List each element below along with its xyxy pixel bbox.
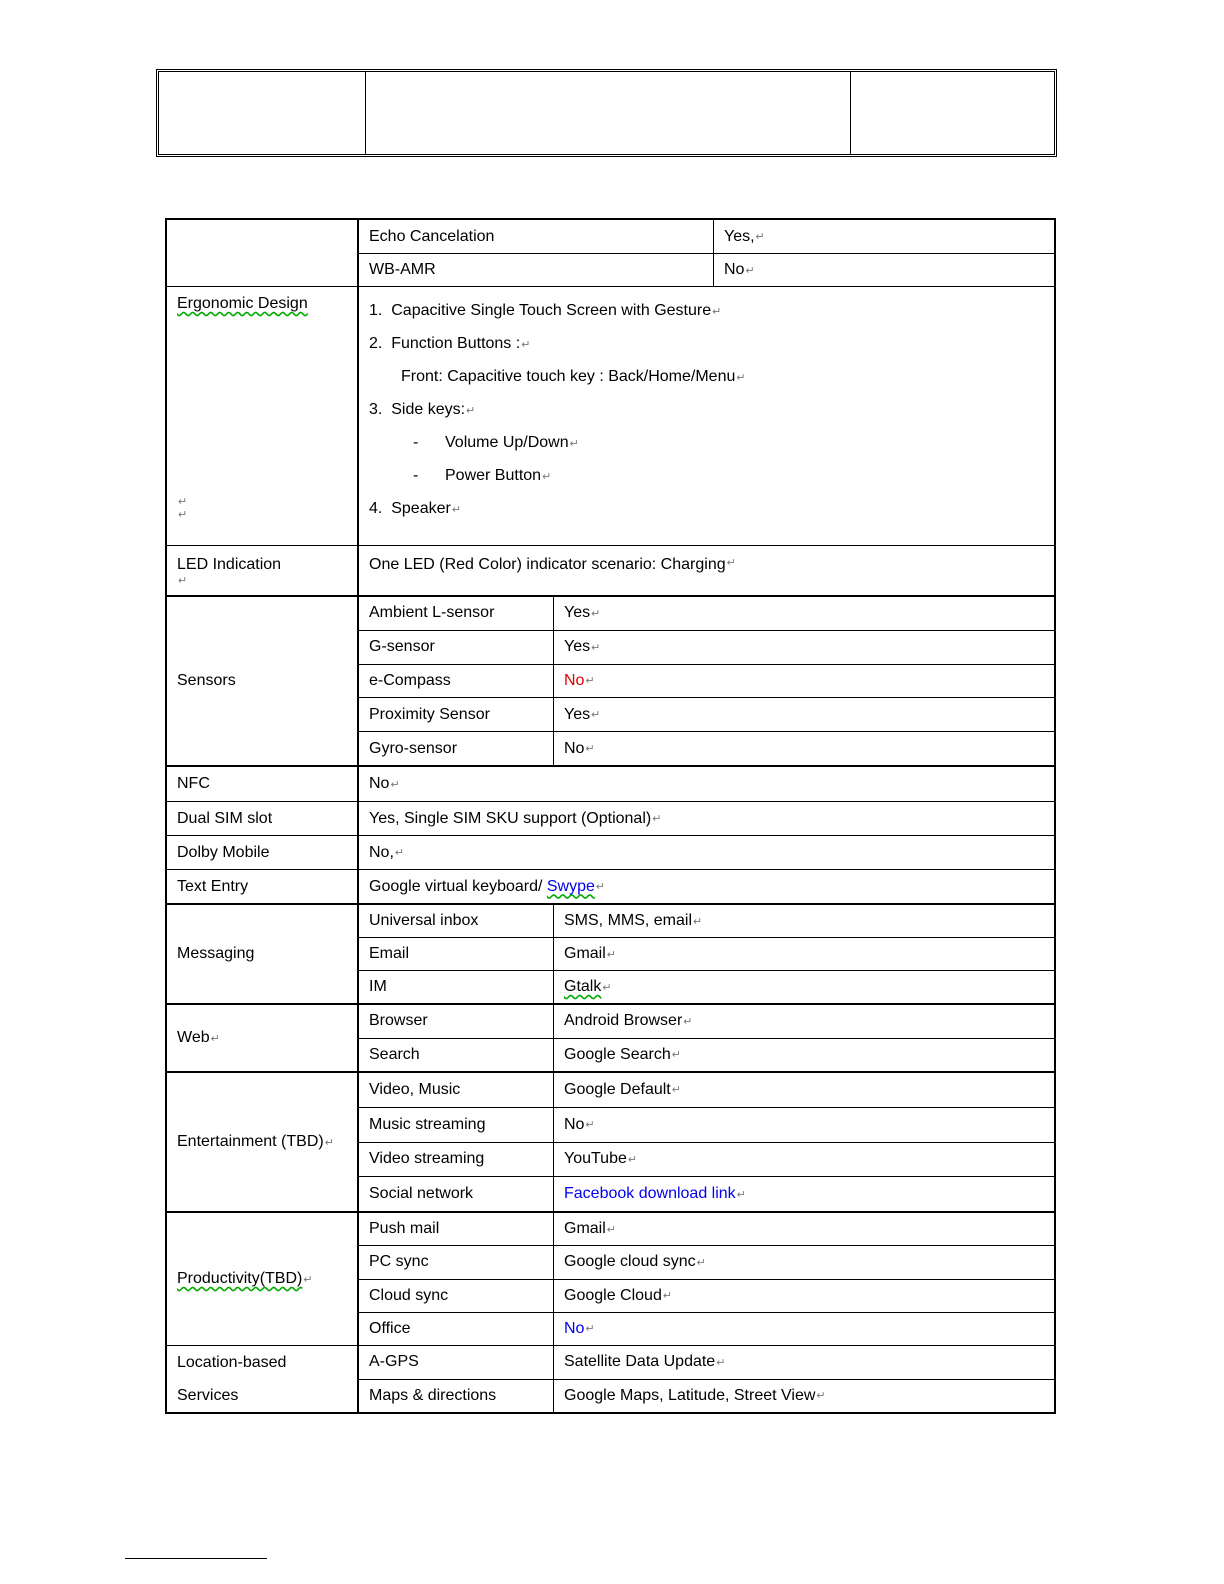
- dualsim-row: Dual SIM slot Yes, Single SIM SKU support (Optional) ↵: [165, 801, 1056, 835]
- list-item: - Volume Up/Down↵: [413, 434, 579, 451]
- facebook-link[interactable]: Facebook download link: [564, 1185, 736, 1203]
- feature-value: Google cloud sync: [564, 1253, 696, 1271]
- feature-value: Gmail: [564, 945, 606, 962]
- nfc-label: NFC: [167, 767, 359, 801]
- location-row: Location-based Services A-GPS Satellite Data Update ↵ Maps & directions Google Maps, Latitude, Street View ↵: [165, 1345, 1056, 1414]
- messaging-label: Messaging: [167, 905, 359, 1003]
- feature-value: No: [564, 1115, 585, 1133]
- sensor-value: Yes: [564, 705, 591, 723]
- feature-value: Satellite Data Update: [564, 1353, 716, 1371]
- ergonomic-label: Ergonomic Design: [177, 295, 308, 312]
- sensor-name: G-sensor: [359, 631, 554, 664]
- sensor-value: Yes: [564, 638, 591, 656]
- feature-value: No: [564, 1319, 585, 1337]
- dolby-label: Dolby Mobile: [167, 836, 359, 869]
- wbamr-value: No: [724, 261, 745, 278]
- feature-value: YouTube: [564, 1150, 627, 1168]
- ergonomic-row: Ergonomic Design ↵ ↵ 1. Capacitive Single Touch Screen with Gesture↵ 2. Function Buttons :↵ Front: Capacitive touch key : Back/Home/Menu↵ 3. Side keys:↵ - Volume Up/Down↵ - Power Button↵ 4. Speaker↵: [165, 286, 1056, 545]
- feature-value: SMS, MMS, email: [564, 912, 693, 929]
- feature-name: Push mail: [359, 1213, 554, 1245]
- wbamr-label: WB-AMR: [359, 254, 714, 286]
- textentry-value: Google virtual keyboard/: [369, 877, 547, 895]
- feature-name: Social network: [359, 1177, 554, 1211]
- feature-name: Video, Music: [359, 1073, 554, 1107]
- header-divider: [850, 72, 851, 154]
- location-label-line2: Services: [177, 1386, 239, 1404]
- led-row: LED Indication ↵ One LED (Red Color) indicator scenario: Charging ↵: [165, 545, 1056, 595]
- echo-value: Yes,: [724, 227, 755, 245]
- feature-name: Search: [359, 1039, 554, 1072]
- sensor-value: No: [564, 671, 585, 689]
- feature-name: Maps & directions: [359, 1380, 554, 1413]
- footnote-separator: [125, 1558, 267, 1559]
- sensor-name: Proximity Sensor: [359, 698, 554, 731]
- header-divider: [365, 72, 366, 154]
- dolby-row: Dolby Mobile No, ↵: [165, 835, 1056, 869]
- ergonomic-list: [359, 287, 1054, 545]
- audio-label: [167, 220, 359, 286]
- nfc-row: NFC No ↵: [165, 765, 1056, 801]
- spec-table: [165, 218, 1056, 1414]
- list-item: 2. Function Buttons :↵: [369, 335, 531, 352]
- feature-value: Google Maps, Latitude, Street View: [564, 1386, 816, 1404]
- feature-name: IM: [359, 971, 554, 1003]
- audio-row: Echo Cancelation Yes, ↵ WB-AMR No ↵: [165, 218, 1056, 286]
- productivity-row: Productivity(TBD) ↵ Push mail Gmail ↵ PC sync Google cloud sync ↵ Cloud sync Google Cloud ↵ Office No ↵: [165, 1211, 1056, 1345]
- feature-name: Music streaming: [359, 1108, 554, 1142]
- entertainment-row: Entertainment (TBD) ↵ Video, Music Google Default ↵ Music streaming No ↵ Video streaming YouTube ↵ Social network Facebook download link ↵: [165, 1071, 1056, 1211]
- list-item: 3. Side keys:↵: [369, 401, 476, 418]
- feature-value: Google Cloud: [564, 1286, 662, 1304]
- feature-name: Cloud sync: [359, 1280, 554, 1312]
- feature-value: Google Search: [564, 1045, 671, 1063]
- feature-value: Android Browser: [564, 1012, 683, 1030]
- feature-name: Browser: [359, 1005, 554, 1038]
- web-row: Web ↵ Browser Android Browser ↵ Search Google Search ↵: [165, 1003, 1056, 1071]
- web-label: Web: [177, 1029, 210, 1046]
- sensor-name: e-Compass: [359, 665, 554, 698]
- messaging-row: Messaging Universal inbox SMS, MMS, email ↵ Email Gmail ↵ IM Gtalk ↵: [165, 903, 1056, 1003]
- dualsim-label: Dual SIM slot: [167, 802, 359, 835]
- feature-value: Gmail: [564, 1220, 606, 1238]
- led-value: One LED (Red Color) indicator scenario: Charging: [369, 556, 726, 573]
- led-label: LED Indication: [177, 556, 282, 573]
- dualsim-value: Yes, Single SIM SKU support (Optional): [369, 809, 652, 827]
- sensor-value: No: [564, 739, 585, 757]
- feature-name: Universal inbox: [359, 905, 554, 937]
- productivity-label: Productivity(TBD): [177, 1270, 303, 1287]
- feature-name: Office: [359, 1313, 554, 1345]
- textentry-row: Text Entry Google virtual keyboard/ Swype ↵: [165, 869, 1056, 903]
- sensor-value: Yes: [564, 604, 591, 622]
- feature-name: PC sync: [359, 1246, 554, 1278]
- entertainment-label: Entertainment (TBD): [177, 1133, 324, 1150]
- location-label-line1: Location-based: [177, 1353, 287, 1371]
- header-frame: [156, 69, 1057, 157]
- nfc-value: No: [369, 775, 390, 792]
- sensor-name: Ambient L-sensor: [359, 597, 554, 630]
- list-item: 4. Speaker↵: [369, 500, 462, 517]
- dolby-value: No,: [369, 843, 394, 861]
- textentry-label: Text Entry: [167, 870, 359, 903]
- feature-value: Google Default: [564, 1080, 671, 1098]
- list-item: Front: Capacitive touch key : Back/Home/Menu↵: [401, 368, 746, 385]
- swype-link[interactable]: Swype: [546, 877, 595, 895]
- list-item: 1. Capacitive Single Touch Screen with Gesture↵: [369, 302, 722, 319]
- feature-name: A-GPS: [359, 1346, 554, 1379]
- sensor-name: Gyro-sensor: [359, 732, 554, 765]
- feature-value: Gtalk: [564, 978, 602, 995]
- list-item: - Power Button↵: [413, 467, 552, 484]
- sensors-label: Sensors: [167, 597, 359, 765]
- feature-name: Video streaming: [359, 1143, 554, 1177]
- feature-name: Email: [359, 938, 554, 970]
- echo-label: Echo Cancelation: [359, 220, 714, 253]
- sensors-row: Sensors Ambient L-sensor Yes ↵ G-sensor Yes ↵ e-Compass No ↵ Proximity Sensor Yes ↵ Gyro-sensor No ↵: [165, 595, 1056, 765]
